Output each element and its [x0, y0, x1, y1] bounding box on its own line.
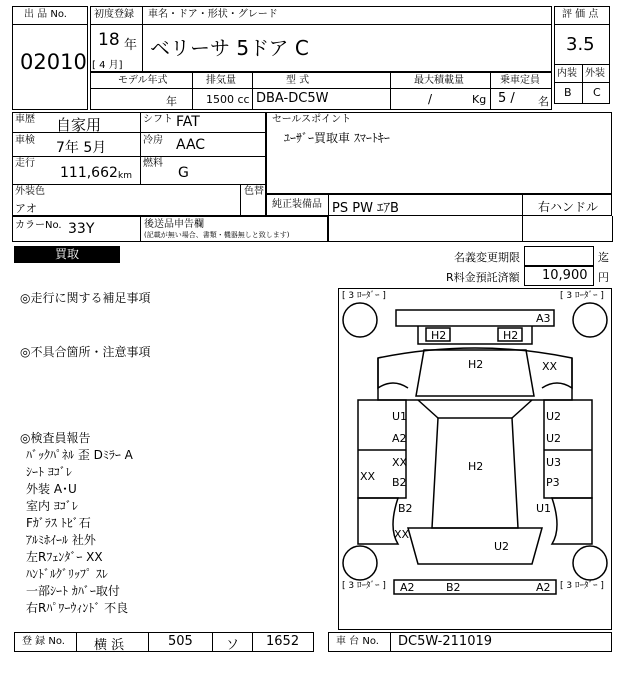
inspector-report [20, 430, 133, 617]
post-docs-label: 後送品申告欄 [144, 219, 204, 230]
steering-value: 右ハンドル [538, 200, 599, 214]
capacity-value: 5 / [498, 91, 515, 106]
chassis-label: 車 台 No. [336, 636, 379, 647]
car-name: ベリーサ 5ドア C [150, 36, 309, 60]
quarter-left [378, 358, 408, 388]
inspector-line: ﾊﾞｯｸﾊﾟﾈﾙ 歪 Dﾐﾗｰ A [26, 448, 133, 462]
mileage-unit: km [118, 171, 132, 181]
shift-value: FAT [176, 114, 200, 130]
shift-label: シフト [143, 114, 173, 125]
mark-door-rl: U1 [392, 410, 408, 423]
mark-fender-right: U1 [536, 502, 552, 515]
registration-class: 505 [168, 634, 193, 649]
wheel-rear-left [343, 303, 377, 337]
mark-rear-lamp-left: H2 [431, 329, 447, 342]
model-year-label: モデル年式 [118, 75, 168, 86]
fuel-label: 燃料 [143, 158, 163, 169]
mark-quarter-right: XX [542, 360, 558, 373]
exterior-color-value: アオ [15, 202, 37, 215]
car-damage-diagram [338, 288, 612, 630]
mark-side-xx: XX [360, 470, 376, 483]
post-docs-note: (記載が無い場合、書類・機器無しと致します) [144, 231, 290, 239]
capacity-unit: 名 [538, 95, 549, 108]
mark-center-h2: H2 [468, 460, 484, 473]
mark-fender-left2: XX [394, 528, 410, 541]
lot-number: 02010 [20, 50, 87, 74]
registration-number: 1652 [266, 634, 300, 649]
notes [20, 290, 150, 307]
inspector-line: 一部ｼｰﾄ ｶﾊﾞｰ取付 [26, 584, 120, 598]
recycle-label: R料金預託済額 [446, 271, 520, 284]
inspector-line: ﾊﾝﾄﾞﾙｸﾞﾘｯﾌﾟ ｽﾚ [26, 567, 108, 581]
body-outline [378, 348, 572, 400]
sales-point-value: ﾕｰｻﾞｰ買取車 ｽﾏｰﾄｷｰ [284, 131, 390, 145]
score-value: 3.5 [566, 34, 595, 55]
front-fender-right [552, 498, 592, 544]
mark-door-rr: U2 [546, 410, 562, 423]
details-box [12, 112, 266, 216]
ac-value: AAC [176, 137, 206, 153]
displacement-label: 排気量 [206, 75, 236, 86]
front-bumper [394, 580, 556, 594]
registration-area: 横 浜 [94, 638, 125, 653]
mileage-value: 111,662 [60, 165, 118, 181]
ac-label: 冷房 [143, 135, 163, 146]
car-name-label: 車名・ドア・形状・グレード [148, 9, 278, 20]
equipment-value: PS PW ｴｱB [332, 201, 399, 216]
mark-door-fr: U3 [546, 456, 562, 469]
mark-roof-rear: H2 [468, 358, 484, 371]
color-no-label: カラーNo. [15, 220, 62, 231]
equipment-label: 純正装備品 [272, 199, 322, 210]
rear-bumper [396, 310, 554, 326]
mark-rear-lamp-right: H2 [503, 329, 519, 342]
exterior-color-label: 外装色 [15, 186, 45, 197]
interior-grade: B [564, 86, 572, 99]
name-change-box [524, 246, 594, 266]
mark-rear-bumper: A3 [536, 312, 551, 325]
inspector-line: 外装 A･U [26, 482, 77, 496]
defects-notes [20, 344, 150, 361]
lot-label: 出 品 No. [24, 9, 67, 20]
recycle-unit: 円 [598, 271, 609, 284]
chassis-number: DC5W-211019 [398, 634, 493, 649]
corner-label-tl: [ 3 ﾛｰﾀﾞｰ ] [342, 291, 386, 301]
score-label: 評 価 点 [562, 9, 599, 20]
inspection-value: 7年 5月 [56, 140, 107, 156]
mark-fender-left: B2 [398, 502, 413, 515]
mark-door-rl2: A2 [392, 432, 407, 445]
inspector-line: 左Rﾌｪﾝﾀﾞｰ XX [26, 550, 103, 564]
wheel-rear-right [573, 303, 607, 337]
hood [408, 528, 542, 564]
wheel-front-left [343, 546, 377, 580]
color-change-label: 色替 [244, 186, 264, 197]
usage-value: 自家用 [56, 116, 102, 134]
displacement-value: 1500 cc [206, 93, 250, 106]
fuel-value: G [178, 165, 189, 181]
mark-door-fr2: P3 [546, 476, 560, 489]
inspection-label: 車検 [15, 135, 35, 146]
capacity-label: 乗車定員 [500, 75, 540, 86]
mark-hood: U2 [494, 540, 510, 553]
model-year-value: 年 [166, 95, 177, 108]
purchase-type-bar: 買取 [14, 246, 120, 263]
rear-window [416, 350, 534, 396]
load-unit: Kg [472, 93, 487, 106]
mileage-label: 走行 [15, 158, 35, 169]
name-change-unit: 迄 [598, 251, 609, 264]
first-reg-month: [ 4 月] [92, 60, 123, 71]
registration-kana: ソ [226, 638, 240, 653]
max-load-label: 最大積載量 [414, 75, 464, 86]
sales-point-label: セールスポイント [272, 114, 352, 125]
corner-label-bl: [ 3 ﾛｰﾀﾞｰ ] [342, 581, 386, 591]
registration-label: 登 録 No. [22, 636, 65, 647]
mark-door-rr2: U2 [546, 432, 562, 445]
corner-label-tr: [ 3 ﾛｰﾀﾞｰ ] [560, 291, 604, 301]
driving-notes-heading: ◎走行に関する補足事項 [20, 291, 151, 305]
inspector-line: 室内 ﾖｺﾞﾚ [26, 499, 78, 513]
mark-front-bumper-center: B2 [446, 581, 461, 594]
corner-label-br: [ 3 ﾛｰﾀﾞｰ ] [560, 581, 604, 591]
name-change-label: 名義変更期限 [454, 251, 520, 264]
mark-front-bumper-left: A2 [400, 581, 415, 594]
type-label: 型 式 [286, 75, 310, 86]
defects-heading: ◎不具合箇所・注意事項 [20, 345, 151, 359]
mark-center-b2: B2 [392, 476, 407, 489]
inspector-line: Fｶﾞﾗｽ ﾄﾋﾞ石 [26, 516, 91, 530]
mark-front-bumper-right: A2 [536, 581, 551, 594]
color-no-value: 33Y [68, 221, 95, 237]
first-reg-label: 初度登録 [94, 9, 134, 20]
first-reg-year-unit: 年 [124, 38, 138, 53]
first-reg-year: 18 [98, 30, 120, 50]
inspector-line: ｼｰﾄ ﾖｺﾞﾚ [26, 465, 72, 479]
interior-label: 内装 [557, 68, 577, 79]
inspector-heading: ◎検査員報告 [20, 431, 91, 445]
usage-label: 車歴 [15, 114, 35, 125]
mark-center-xx: XX [392, 456, 408, 469]
inspector-line: 右Rﾊﾟﾜｰｳｨﾝﾄﾞ 不良 [26, 601, 129, 615]
exterior-label: 外装 [585, 68, 605, 79]
roof [432, 418, 518, 528]
exterior-grade: C [593, 86, 601, 99]
recycle-value: 10,900 [542, 268, 588, 283]
front-fender-left [358, 498, 398, 544]
load-slash: / [428, 92, 433, 106]
type-value: DBA-DC5W [256, 91, 329, 106]
inspector-line: ｱﾙﾐﾎｲｰﾙ 社外 [26, 533, 96, 547]
wheel-front-right [573, 546, 607, 580]
